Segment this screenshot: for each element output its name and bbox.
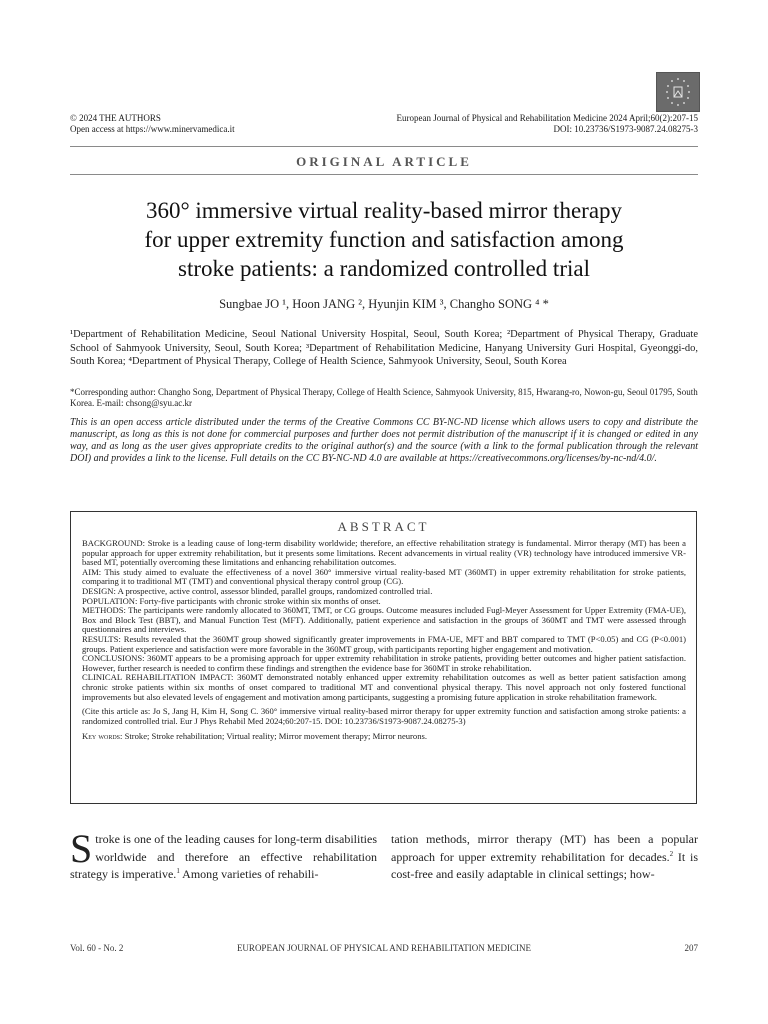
body-text-left-a: troke is one of the leading causes for long-term disabilities worldwide and therefore an effective rehabilitation strategy is imperative. (70, 832, 377, 881)
reference-1[interactable]: 1 (176, 867, 180, 875)
abstract-conclusions: CONCLUSIONS: 360MT appears to be a promising approach for upper extremity rehabilitation in stroke patients, providing better outcomes and higher patient satisfaction. However, further research is needed to confirm these findings and strengthen the evidence base for 360MT in stroke rehabilitation. (82, 653, 686, 673)
footer-page-number: 207 (684, 943, 698, 953)
affiliations: ¹Department of Rehabilitation Medicine, Seoul National University Hospital, Seoul, South Korea; ²Department of Physical Therapy, Graduate School of Sahmyook University, Seoul, South Korea; ³Department of Rehabilitation Medicine, Hanyang University Guri Hospital, Gyeonggi-do, South Korea; ⁴Department of Physical Therapy, College of Health Science, Sahmyook University, Seoul, South Korea (70, 329, 698, 367)
abstract-design: DESIGN: A prospective, active control, assessor blinded, parallel groups, randomized controlled trial. (82, 585, 433, 596)
keywords-label: Key words: (82, 731, 123, 742)
footer-journal-name: EUROPEAN JOURNAL OF PHYSICAL AND REHABILITATION MEDICINE (236, 943, 532, 953)
doi-text[interactable]: DOI: 10.23736/S1973-9087.24.08275-3 (553, 124, 698, 134)
section-label: ORIGINAL ARTICLE (296, 154, 472, 169)
title-line-1: 360° immersive virtual reality-based mirror therapy (145, 198, 623, 223)
body-column-left (70, 826, 377, 884)
body-text-left-b: Among varieties of rehabili- (179, 867, 319, 881)
abstract-clinical-impact: CLINICAL REHABILITATION IMPACT: 360MT demonstrated notably enhanced upper extremity rehabilitation outcomes as well as better patient satisfaction among chronic stroke patients within six months of onset compared to traditional MT and conventional physical therapy. This novel approach not only fostered functional improvements but also elevated levels of engagement and motivation among participants, suggesting a promising future application in stroke rehabilitation framework. (82, 672, 686, 702)
body-column-right (391, 831, 698, 884)
corresponding-author: *Corresponding author: Changho Song, Department of Physical Therapy, College of Health Science, Sahmyook University, 815, Hwarang-ro, Nowon-gu, Seoul 01795, South Korea. E-mail: chsong@syu.ac.kr (70, 387, 698, 408)
abstract-background: BACKGROUND: Stroke is a leading cause of long-term disability worldwide; therefore, an effective rehabilitation strategy is fundamental. Mirror therapy (MT) has been a popular approach for upper extremity rehabilitation, but it presents some limitations. Recent advancements in virtual reality (VR) technology have introduced immersive VR-based MT, potentially overcoming these limitations and enhancing rehabilitation outcomes. (82, 538, 686, 568)
title-line-3: stroke patients: a randomized controlled trial (178, 256, 590, 281)
abstract-results: RESULTS: Results revealed that the 360MT group showed significantly greater improvements in FMA-UE, MFT and BBT compared to TMT (P<0.05) and CG (P<0.001) groups. Patient experience and satisfaction were more favorable in the 360MT group, with participants reporting higher engagement and motivation. (82, 633, 686, 654)
abstract-citation: (Cite this article as: Jo S, Jang H, Kim H, Song C. 360° immersive virtual reality-based mirror therapy for upper extremity function and satisfaction among stroke patients: a randomized controlled trial. Eur J Phys Rehabil Med 2024;60:207-15. DOI: 10.23736/S1973-9087.24.08275-3) (82, 706, 686, 726)
abstract-keywords (82, 732, 686, 742)
footer-volume: Vol. 60 - No. 2 (70, 943, 124, 953)
license-notice: This is an open access article distributed under the terms of the Creative Commons CC BY-NC-ND license which allows users to copy and distribute the manuscript, as long as this is not done for commercial purposes and further does not permit distribution of the manuscript if it is changed or edited in any way, and as long as the user gives appropriate credits to the original author(s) and the source (with a link to the formal publication through the relevant DOI) and provides a link to the license. Full details on the CC BY-NC-ND 4.0 are available at https://creativecommons.org/licenses/by-nc-nd/4.0/. (70, 417, 698, 464)
article-title (70, 196, 698, 283)
copyright-text: © 2024 THE AUTHORS (70, 113, 161, 123)
section-bottom-divider (70, 174, 698, 175)
abstract-aim: AIM: This study aimed to evaluate the effectiveness of a novel 360° immersive virtual reality-based MT (360MT) in upper extremity rehabilitation for stroke patients, comparing it to traditional MT (TMT) and conventional physical therapy control group (CG). (82, 566, 686, 587)
abstract-population: POPULATION: Forty-five participants with chronic stroke within six months of onset. (82, 595, 381, 606)
journal-citation-line: European Journal of Physical and Rehabilitation Medicine 2024 April;60(2):207-15 (396, 113, 698, 123)
abstract-methods: METHODS: The participants were randomly allocated to 360MT, TMT, or CG groups. Outcome measures included Fugl-Meyer Assessment for Upper Extremity (FMA-UE), Box and Block Test (BBT), and Manual Function Test (MFT). Additionally, patient experience and satisfaction in the groups of 360MT and TMT were assessed through questionnaires and interviews. (82, 605, 686, 635)
body-text-right-b: It is cost-free and easily adaptable in clinical settings; how- (391, 849, 698, 881)
abstract-box (70, 511, 697, 804)
title-line-2: for upper extremity function and satisfaction among (144, 227, 624, 252)
reference-2[interactable]: 2 (669, 849, 674, 858)
abstract-body (82, 539, 686, 742)
journal-logo-icon (656, 72, 700, 112)
keywords-text: Stroke; Stroke rehabilitation; Virtual reality; Mirror movement therapy; Mirror neurons. (124, 731, 427, 742)
author-list: Sungbae JO ¹, Hoon JANG ², Hyunjin KIM ³, Changho SONG ⁴ * (219, 297, 549, 311)
abstract-heading: ABSTRACT (337, 519, 430, 534)
body-text-right-a: tation methods, mirror therapy (MT) has been a popular approach for upper extremity rehabilitation for decades. (391, 832, 698, 864)
drop-cap: S (70, 826, 93, 871)
open-access-link[interactable]: Open access at https://www.minervamedica.it (70, 124, 235, 134)
header-left (70, 113, 235, 135)
section-top-divider (70, 146, 698, 147)
header-right (397, 113, 698, 135)
